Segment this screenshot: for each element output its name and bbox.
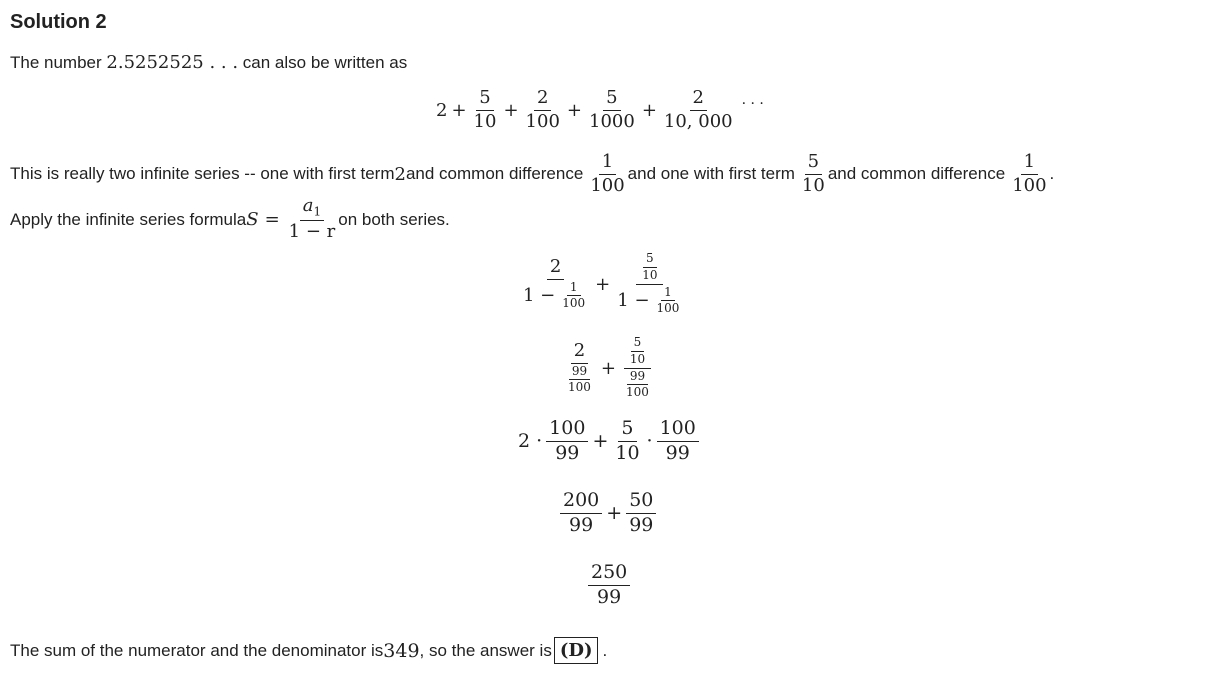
series-term-1: $\frac{5}{10}$ bbox=[473, 87, 497, 132]
step-2 bbox=[562, 336, 655, 400]
step-3 bbox=[518, 418, 699, 465]
step-1-fraction-b: $\frac{5}{10}$ 1 − $\frac{1}{100}$ bbox=[617, 251, 680, 316]
first-term-1: 2 bbox=[394, 163, 406, 185]
two-series-text-3: and one with first term bbox=[627, 164, 795, 184]
intro-suffix: can also be written as bbox=[238, 53, 408, 72]
step-4-fraction-2: $\frac{50}{99}$ bbox=[626, 490, 656, 537]
multiply-dot: · bbox=[646, 430, 653, 453]
formula-numerator: a bbox=[302, 195, 314, 216]
conclusion-sum: 349 bbox=[383, 639, 420, 662]
series-term-4: $\frac{2}{10, 000}$ bbox=[663, 87, 733, 132]
formula-fraction bbox=[286, 196, 339, 243]
two-series-text-2: and common difference bbox=[405, 164, 584, 184]
step-3-fraction-3: $\frac{100}{99}$ bbox=[657, 418, 699, 465]
series-ellipsis: · · · bbox=[741, 96, 764, 113]
step-4 bbox=[560, 490, 656, 537]
step-3-coefficient: 2 · bbox=[518, 430, 543, 453]
two-series-period: . bbox=[1049, 164, 1055, 184]
formula-lhs: S bbox=[246, 209, 259, 231]
two-series-text-4: and common difference bbox=[827, 164, 1006, 184]
formula-numerator-subscript: 1 bbox=[313, 204, 322, 219]
series-expansion bbox=[436, 88, 764, 132]
series-term-3: $\frac{5}{1000}$ bbox=[589, 87, 635, 132]
conclusion-prefix: The sum of the numerator and the denominator is bbox=[10, 640, 384, 660]
two-series-text-1: This is really two infinite series -- one with first term bbox=[10, 164, 395, 184]
step-3-fraction-1: $\frac{100}{99}$ bbox=[546, 418, 588, 465]
step-1-fraction-a: 2 1 − $\frac{1}{100}$ bbox=[523, 255, 586, 311]
plus-sign: + bbox=[503, 99, 519, 121]
plus-sign: + bbox=[451, 99, 467, 121]
plus-sign: + bbox=[566, 99, 582, 121]
step-3-fraction-2: $\frac{5}{10}$ bbox=[615, 417, 640, 464]
step-1 bbox=[520, 252, 685, 316]
plus-sign: + bbox=[606, 502, 623, 525]
common-difference-2: $\frac{1}{100}$ bbox=[1012, 151, 1047, 196]
two-series-line bbox=[10, 152, 1054, 196]
step-2-fraction-b: $\frac{\frac{5}{10}}{\frac{99}{100}}$ bbox=[620, 336, 655, 400]
plus-sign: + bbox=[592, 430, 609, 453]
step-4-fraction-1: $\frac{200}{99}$ bbox=[560, 490, 602, 537]
plus-sign: + bbox=[595, 273, 611, 295]
formula-line bbox=[10, 196, 450, 243]
conclusion-period: . bbox=[602, 640, 608, 660]
formula-equals: = bbox=[264, 209, 280, 231]
step-2-fraction-a: $\frac{2}{\frac{99}{100}}$ bbox=[568, 339, 591, 395]
series-lead: 2 bbox=[436, 99, 448, 121]
step-5 bbox=[588, 562, 630, 609]
series-term-2: $\frac{2}{100}$ bbox=[525, 87, 560, 132]
intro-number: 2.5252525 . . . bbox=[106, 52, 239, 73]
plus-sign: + bbox=[641, 99, 657, 121]
intro-line bbox=[10, 52, 407, 73]
common-difference-1: $\frac{1}{100}$ bbox=[590, 151, 625, 196]
formula-suffix: on both series. bbox=[338, 209, 450, 229]
answer-box: (D) bbox=[554, 637, 599, 664]
solution-title: Solution 2 bbox=[10, 11, 107, 33]
plus-sign: + bbox=[600, 357, 616, 379]
step-5-result: $\frac{250}{99}$ bbox=[588, 562, 630, 609]
first-term-2: $\frac{5}{10}$ bbox=[801, 151, 825, 196]
conclusion-middle: , so the answer is bbox=[419, 640, 552, 660]
intro-prefix: The number bbox=[10, 53, 107, 72]
formula-prefix: Apply the infinite series formula bbox=[10, 209, 247, 229]
formula-denominator: 1 − r bbox=[288, 221, 336, 243]
conclusion-line bbox=[10, 637, 607, 664]
